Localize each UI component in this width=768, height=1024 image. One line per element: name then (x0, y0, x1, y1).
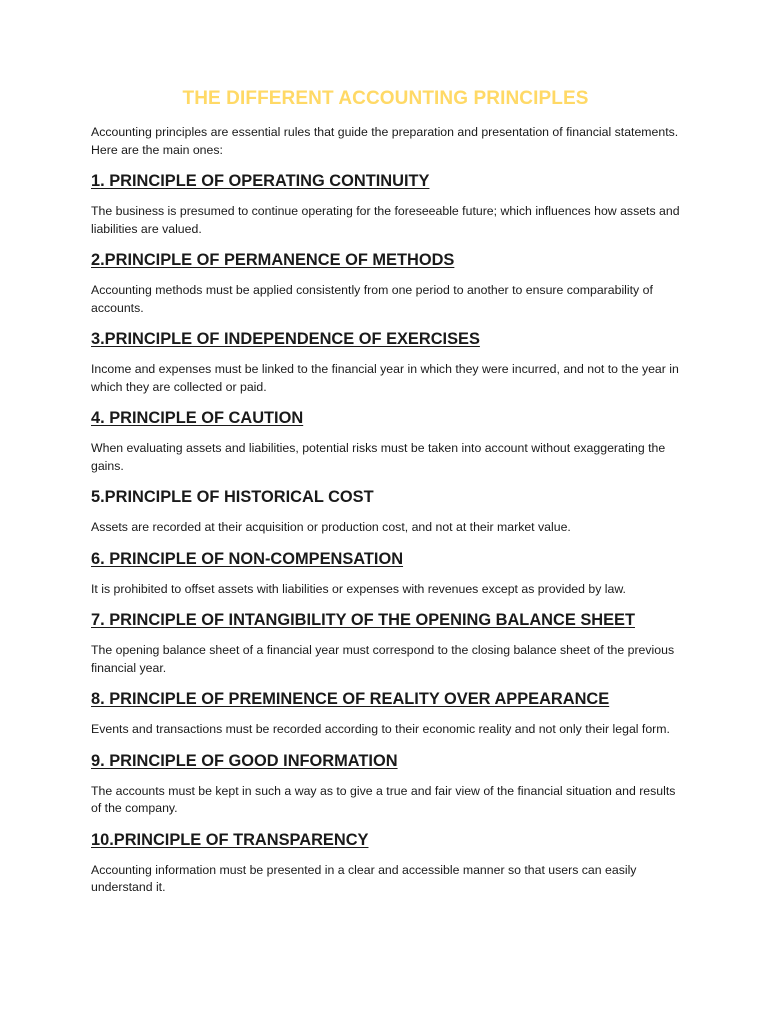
principle-section (91, 171, 680, 238)
principle-description: Accounting information must be presented in a clear and accessible manner so that users can easily understand it. (91, 862, 637, 894)
principle-section (91, 408, 680, 475)
principle-section (91, 751, 680, 818)
principle-heading: 5.PRINCIPLE OF HISTORICAL COST (91, 488, 374, 506)
principle-section (91, 250, 680, 317)
principles-list (91, 171, 680, 897)
principle-heading: 2.PRINCIPLE OF PERMANENCE OF METHODS (91, 251, 455, 269)
principle-heading: 3.PRINCIPLE OF INDEPENDENCE OF EXERCISES (91, 330, 480, 348)
principle-description: It is prohibited to offset assets with liabilities or expenses with revenues except as provided by law. (91, 581, 626, 596)
principle-description: Assets are recorded at their acquisition or production cost, and not at their market value. (91, 520, 571, 534)
principle-heading: 10.PRINCIPLE OF TRANSPARENCY (91, 830, 369, 849)
principle-section (91, 830, 680, 897)
principle-heading: 1. PRINCIPLE OF OPERATING CONTINUITY (91, 172, 430, 190)
document-title: THE DIFFERENT ACCOUNTING PRINCIPLES (182, 88, 589, 109)
principle-section (91, 689, 680, 739)
principle-description: The opening balance sheet of a financial year must correspond to the closing balance sheet of the previous financial year. (91, 643, 675, 675)
principle-section (91, 487, 680, 537)
principle-description: When evaluating assets and liabilities, potential risks must be taken into account without exaggerating the gains. (91, 441, 666, 473)
principle-heading: 9. PRINCIPLE OF GOOD INFORMATION (91, 751, 398, 770)
principle-description: The accounts must be kept in such a way as to give a true and fair view of the financial situation and results of the company. (91, 783, 676, 815)
intro-paragraph: Accounting principles are essential rules that guide the preparation and presentation of financial statements. Here are the main ones: (91, 125, 679, 157)
principle-heading: 8. PRINCIPLE OF PREMINENCE OF REALITY OVER APPEARANCE (91, 690, 610, 708)
principle-section (91, 610, 680, 677)
principle-description: Income and expenses must be linked to the financial year in which they were incurred, and not to the year in which they are collected or paid. (91, 362, 679, 394)
principle-description: Events and transactions must be recorded according to their economic reality and not only their legal form. (91, 722, 670, 736)
principle-section (91, 329, 680, 396)
principle-heading: 4. PRINCIPLE OF CAUTION (91, 409, 304, 427)
principle-heading: 7. PRINCIPLE OF INTANGIBILITY OF THE OPENING BALANCE SHEET (91, 611, 635, 629)
principle-description: Accounting methods must be applied consistently from one period to another to ensure comparability of accounts. (91, 283, 653, 315)
principle-heading: 6. PRINCIPLE OF NON-COMPENSATION (91, 549, 404, 568)
principle-description: The business is presumed to continue operating for the foreseeable future; which influences how assets and liabilities are valued. (91, 204, 680, 236)
principle-section (91, 549, 680, 599)
